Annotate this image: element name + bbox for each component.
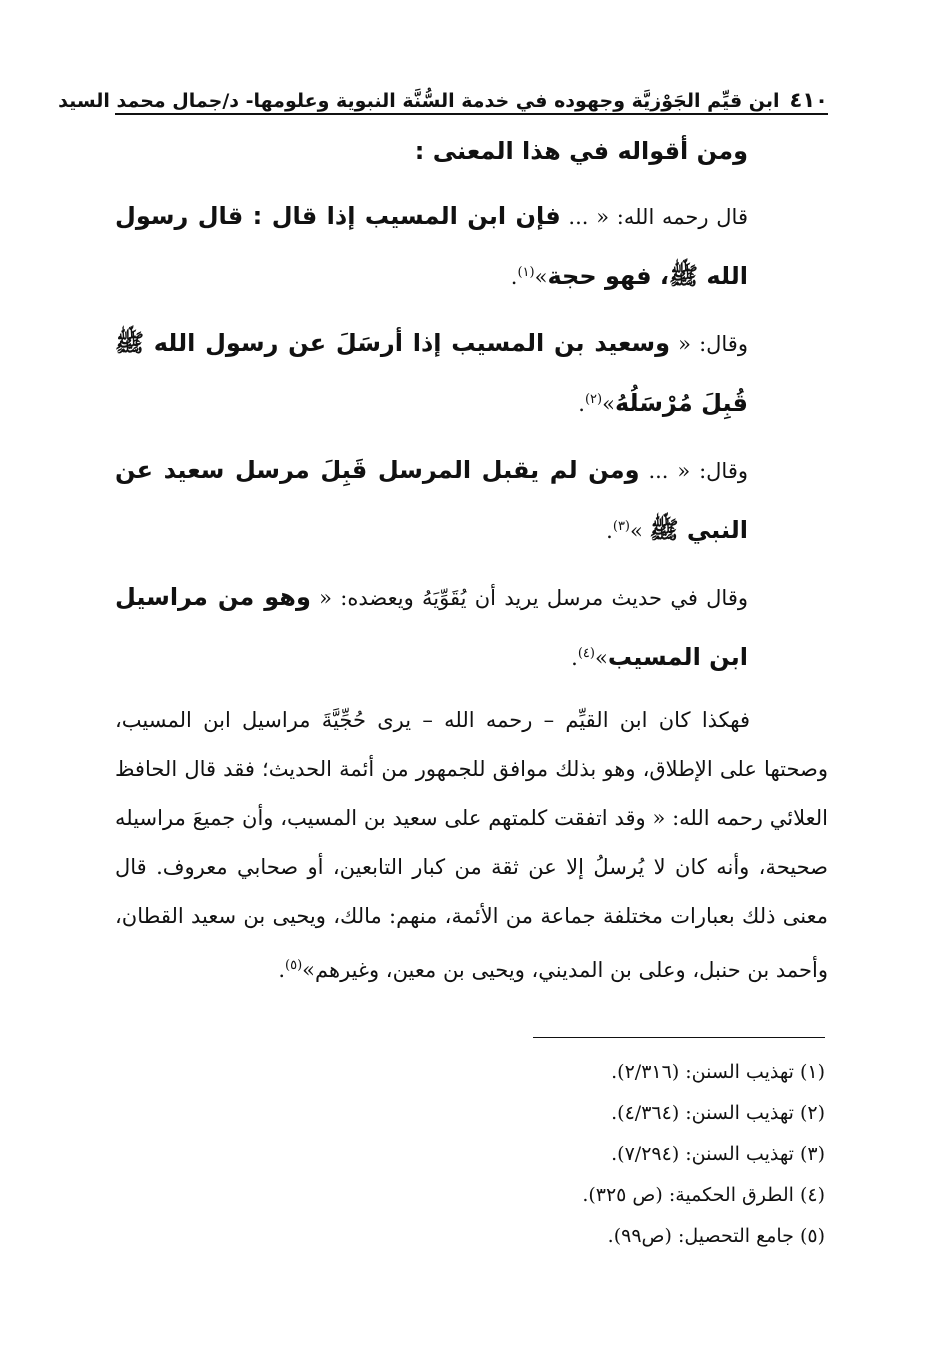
paragraph-end: . — [278, 958, 286, 982]
footnote: (٤) الطرق الحكمية: (ص ٣٢٥). — [582, 1184, 825, 1206]
quote-paragraph — [115, 188, 828, 305]
quote-end: . — [510, 265, 518, 289]
footnote-rule — [533, 1037, 825, 1038]
quote-text: وسعيد بن المسيب إذا أرسَلَ عن رسول الله ﷺ قُبِلَ مُرْسَلُهُ — [115, 329, 748, 417]
quote-lead: قال رحمه الله: « ... — [560, 205, 748, 229]
body-paragraph — [115, 696, 828, 995]
footnote-ref: (٢) — [584, 392, 603, 407]
quote-close: » — [630, 519, 650, 543]
running-title: ابن قيِّم الجَوْزيَّة وجهوده في خدمة السُّنَّة النبوية وعلومها- د/جمال محمد السيد — [58, 90, 780, 112]
footnote: (١) تهذيب السنن: (٢/٣١٦). — [611, 1061, 825, 1083]
footnote-ref: (٣) — [612, 519, 630, 534]
paragraph-text: فهكذا كان ابن القيِّم – رحمه الله – يرى حُجِّيَّةَ مراسيل ابن المسيب، وصحتها على الإطلاق، وهو بذلك موافق للجمهور من أئمة الحديث؛ فقد قال الحافظ العلائي رحمه الله: « وقد اتفقت كلمتهم على سعيد بن المسيب، وأن جميعَ مراسيله صحيحة، وأنه كان لا يُرسلُ إلا عن ثقة من كبار التابعين، أو صحابي معروف. قال معنى ذلك بعبارات مختلفة جماعة من الأئمة، منهم: مالك، ويحيى بن سعيد القطان، وأحمد بن حنبل، وعلى بن المديني، ويحيى بن معين، وغيرهم» — [115, 708, 828, 982]
footnotes — [400, 1052, 825, 1257]
quote-end: . — [606, 519, 613, 543]
quote-paragraph — [115, 442, 828, 559]
footnote: (٥) جامع التحصيل: (ص٩٩). — [607, 1225, 825, 1247]
footnote-ref: (٥) — [285, 958, 303, 973]
quote-close: » — [602, 392, 615, 416]
footnote-ref: (١) — [517, 265, 535, 280]
footnote-ref: (٤) — [577, 646, 595, 661]
quote-end: . — [578, 392, 585, 416]
quote-close: » — [534, 265, 548, 289]
quote-lead: وقال في حديث مرسل يريد أن يُقَوِّيَهُ ويعضده: « — [310, 586, 748, 610]
main-text — [115, 128, 828, 995]
quote-lead: وقال: « ... — [639, 459, 749, 483]
quote-close: » — [594, 646, 608, 670]
quote-text: فإن ابن المسيب إذا قال : قال رسول الله ﷺ، فهو حجة — [115, 202, 748, 290]
quote-text: وهو من مراسيل ابن المسيب — [115, 583, 748, 671]
quote-text: ومن لم يقبل المرسل قَبِلَ مرسل سعيد عن النبي ﷺ — [115, 456, 748, 544]
quote-paragraph — [115, 315, 828, 432]
header-rule — [115, 113, 828, 115]
quote-lead: وقال: « — [670, 332, 748, 356]
section-heading: ومن أقواله في هذا المعنى : — [414, 137, 748, 165]
page-number: ٤١٠ — [789, 88, 828, 112]
quote-paragraph — [115, 569, 828, 686]
running-header — [58, 78, 828, 112]
quote-end: . — [571, 646, 578, 670]
footnote: (٣) تهذيب السنن: (٧/٢٩٤). — [611, 1143, 825, 1165]
footnote: (٢) تهذيب السنن: (٤/٣٦٤). — [611, 1102, 825, 1124]
